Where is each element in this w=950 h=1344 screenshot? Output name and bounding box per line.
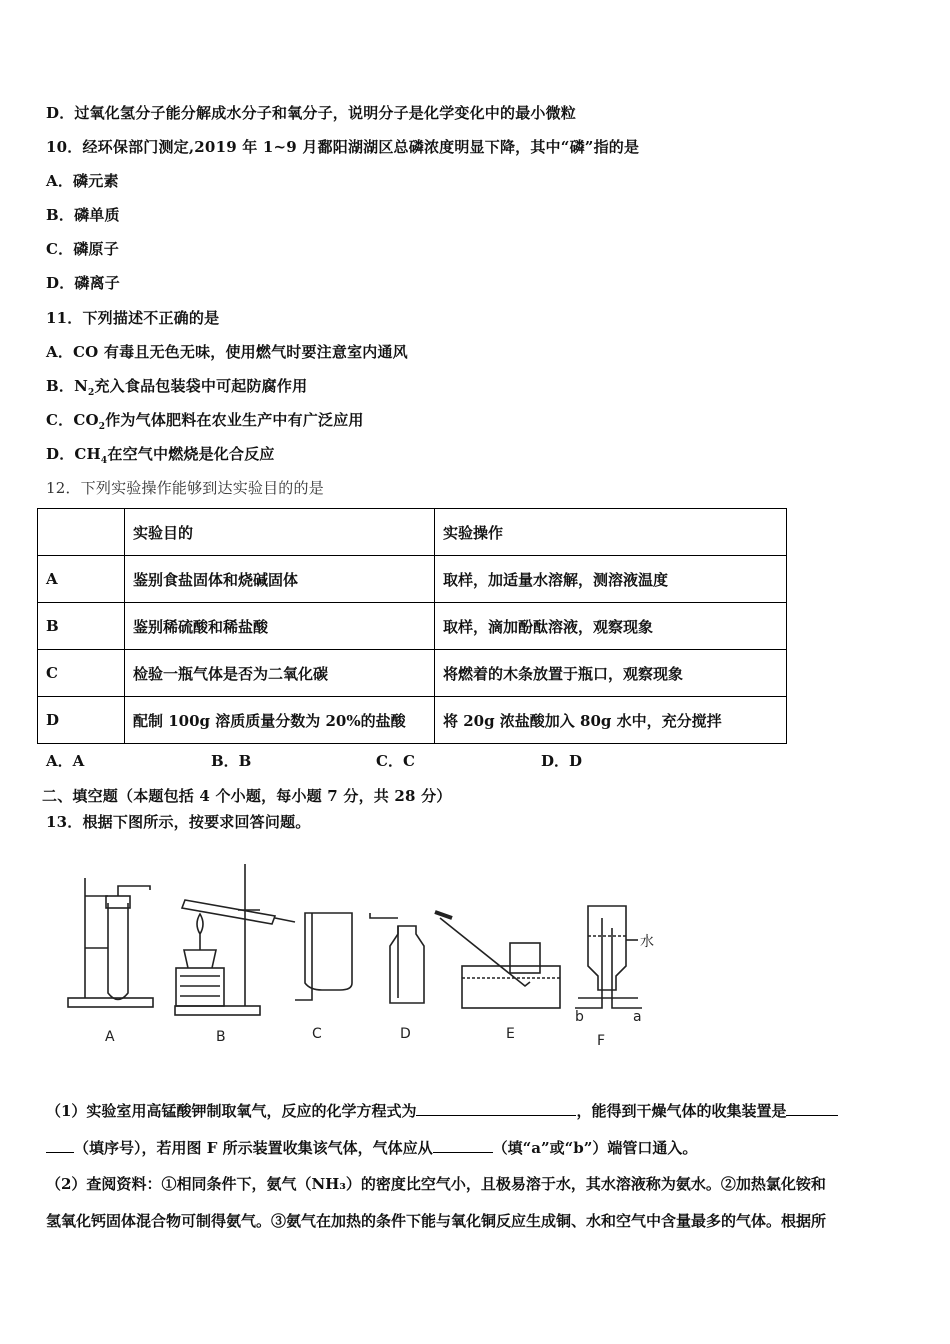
q10-option-d: D．磷离子 xyxy=(46,274,121,292)
question-10: 10．经环保部门测定,2019 年 1~9 月鄱阳湖湖区总磷浓度明显下降，其中“磷”指的是 xyxy=(46,138,640,156)
apparatus-b xyxy=(175,864,295,1015)
q11-option-b xyxy=(46,375,307,398)
table-header-purpose: 实验目的 xyxy=(125,509,435,556)
q11-option-a: A．CO 有毒且无色无味，使用燃气时要注意室内通风 xyxy=(46,343,408,361)
q11b-pre: B．N xyxy=(46,377,88,395)
choice-d: D．D xyxy=(541,752,583,770)
q10-option-a: A．磷元素 xyxy=(46,172,119,190)
label-b: B xyxy=(216,1029,226,1045)
table-header-row xyxy=(38,509,787,556)
answer-blank[interactable] xyxy=(416,1100,576,1116)
q11d-sub: 4 xyxy=(100,456,108,466)
table-cell: 检验一瓶气体是否为二氧化碳 xyxy=(125,650,435,697)
apparatus-d xyxy=(370,913,424,1003)
q11-option-d xyxy=(46,443,275,466)
label-port-b: b xyxy=(575,1009,584,1025)
option-d-prev: D．过氧化氢分子能分解成水分子和氧分子，说明分子是化学变化中的最小微粒 xyxy=(46,104,577,122)
table-cell: B xyxy=(38,603,125,650)
q11c-post: 作为气体肥料在农业生产中有广泛应用 xyxy=(105,411,364,429)
q11b-post: 充入食品包装袋中可起防腐作用 xyxy=(94,377,308,395)
label-f: F xyxy=(597,1033,606,1049)
para2-line1: （2）查阅资料：①相同条件下，氨气（NH₃）的密度比空气小，且极易溶于水，其水溶液称为氨水。②加热氯化铵和 xyxy=(46,1175,826,1193)
table-row xyxy=(38,697,787,744)
apparatus-a xyxy=(68,878,153,1007)
label-a: A xyxy=(105,1029,115,1045)
q11d-post: 在空气中燃烧是化合反应 xyxy=(107,445,275,463)
section-2-title: 二、填空题（本题包括 4 个小题，每小题 7 分，共 28 分） xyxy=(42,787,452,805)
q10-option-c: C．磷原子 xyxy=(46,240,119,258)
table-row xyxy=(38,603,787,650)
label-d: D xyxy=(400,1026,411,1042)
para1-line1 xyxy=(46,1100,838,1121)
table-cell: C xyxy=(38,650,125,697)
table-row xyxy=(38,650,787,697)
table-cell: 鉴别稀硫酸和稀盐酸 xyxy=(125,603,435,650)
q11d-pre: D．CH xyxy=(46,445,101,463)
table-cell: 鉴别食盐固体和烧碱固体 xyxy=(125,556,435,603)
apparatus-figure xyxy=(60,858,680,1053)
table-cell: 将 20g 浓盐酸加入 80g 水中，充分搅拌 xyxy=(435,697,787,744)
question-13: 13．根据下图所示，按要求回答问题。 xyxy=(46,813,311,831)
table-cell: 取样，滴加酚酞溶液，观察现象 xyxy=(435,603,787,650)
experiment-table xyxy=(37,508,787,744)
q11-option-c xyxy=(46,409,364,432)
table-cell xyxy=(38,509,125,556)
choice-c: C．C xyxy=(376,752,415,770)
choice-a: A．A xyxy=(46,752,85,770)
para2-line2: 氢氧化钙固体混合物可制得氨气。③氨气在加热的条件下能与氧化铜反应生成铜、水和空气中含量最多的气体。根据所 xyxy=(46,1212,827,1230)
table-cell: 配制 100g 溶质质量分数为 20%的盐酸 xyxy=(125,697,435,744)
apparatus-f xyxy=(575,906,642,1008)
table-cell: 取样，加适量水溶解，测溶液温度 xyxy=(435,556,787,603)
para1-line2 xyxy=(46,1137,697,1158)
para1-text: ，能得到干燥气体的收集装置是 xyxy=(576,1102,787,1120)
q11b-sub: 2 xyxy=(88,388,95,398)
table-header-operation: 实验操作 xyxy=(435,509,787,556)
answer-blank[interactable] xyxy=(433,1137,493,1153)
apparatus-e xyxy=(435,912,560,1008)
label-c: C xyxy=(312,1026,322,1042)
q10-option-b: B．磷单质 xyxy=(46,206,120,224)
label-e: E xyxy=(506,1026,515,1042)
answer-blank[interactable] xyxy=(786,1100,838,1116)
table-cell: 将燃着的木条放置于瓶口，观察现象 xyxy=(435,650,787,697)
choice-b: B．B xyxy=(211,752,252,770)
para1-text: （填序号），若用图 F 所示装置收集该气体，气体应从 xyxy=(74,1139,433,1157)
q11c-pre: C．CO xyxy=(46,411,99,429)
table-cell: D xyxy=(38,697,125,744)
question-12: 12．下列实验操作能够到达实验目的的是 xyxy=(46,479,324,497)
table-cell: A xyxy=(38,556,125,603)
q11c-sub: 2 xyxy=(98,422,106,432)
label-port-a: a xyxy=(633,1009,642,1025)
apparatus-c xyxy=(295,913,352,1000)
label-water: 水 xyxy=(640,934,654,950)
question-11: 11．下列描述不正确的是 xyxy=(46,309,220,327)
para1-text: （1）实验室用高锰酸钾制取氧气，反应的化学方程式为 xyxy=(46,1102,417,1120)
para1-text: （填“a”或“b”）端管口通入。 xyxy=(492,1139,698,1157)
answer-blank[interactable] xyxy=(46,1137,74,1153)
table-row xyxy=(38,556,787,603)
